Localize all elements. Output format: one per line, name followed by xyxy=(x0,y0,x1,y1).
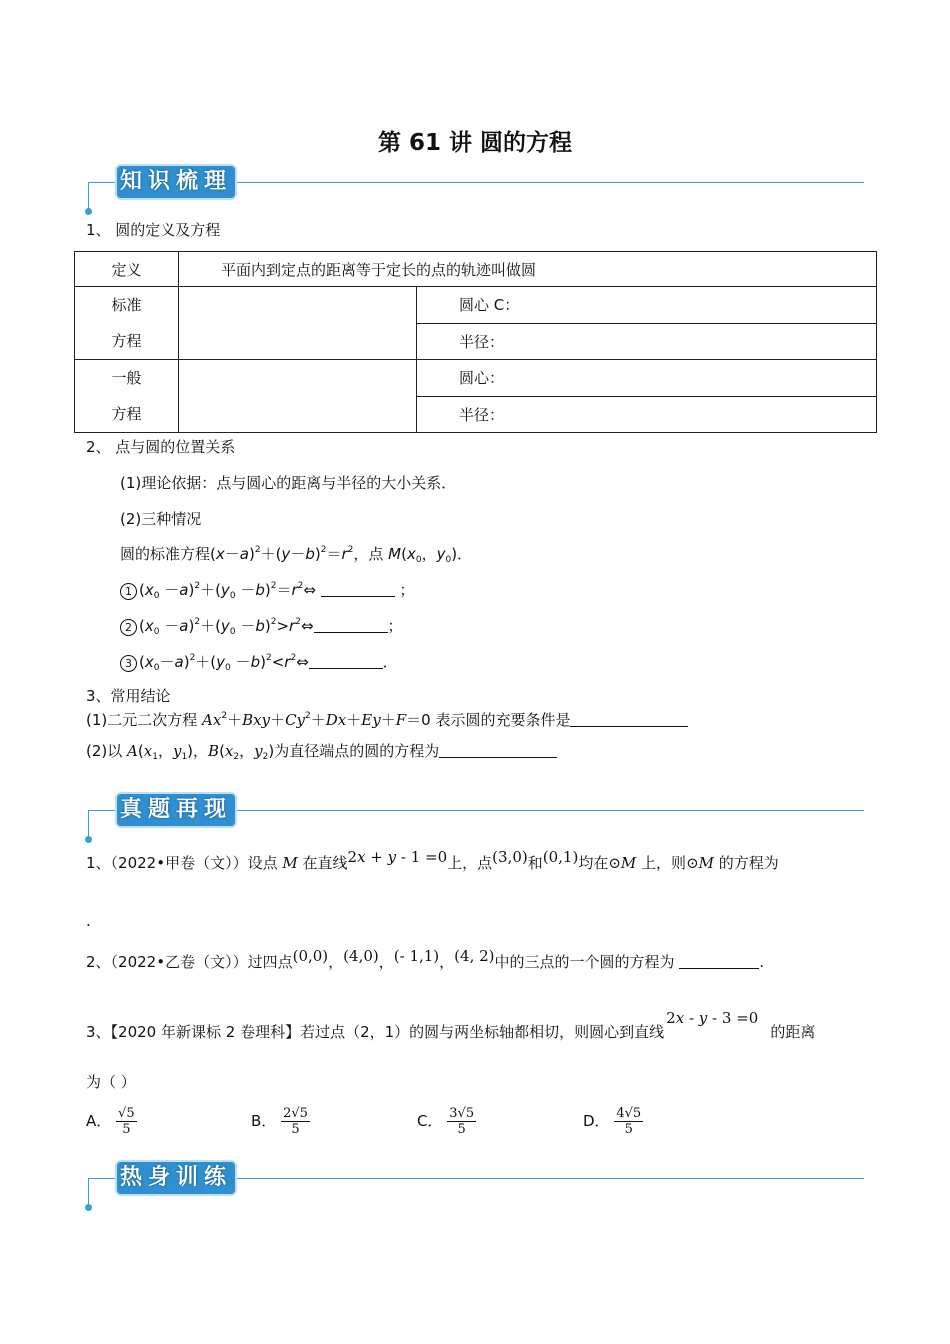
case-1: 1 $(x_0 -a)^2+(y_0$ $-b)^2=r^2\Leftrightarrow$ ； xyxy=(120,579,415,600)
problem-1: 1、（2022•甲卷（文））设点 M 在直线2x + y - 1 =0上，点(3,0)和(0,1)均在⊙M 上，则⊙M 的方程为 xyxy=(86,848,779,872)
item2-heading: 2、 点与圆的位置关系 xyxy=(86,438,236,456)
conclusion-1: (1)二元二次方程 $Ax^2+Bxy+Cy^2+Dx+Ey+F=0$ 表示圆的充要条件是 xyxy=(86,709,688,730)
page-title: 第 61 讲 圆的方程 xyxy=(377,130,573,156)
item1-heading: 1、 圆的定义及方程 xyxy=(86,221,221,239)
section-label: 热身训练 xyxy=(117,1162,235,1194)
item3-heading: 3、常用结论 xyxy=(86,687,171,705)
choice-c[interactable]: C． $\frac{3√5}{5}$ xyxy=(417,1106,475,1137)
gen-eq-blank xyxy=(179,360,417,433)
problem-2: 2、（2022•乙卷（文））过四点(0,0)，(4,0)，(- 1,1)，(4, 2)中的三点的一个圆的方程为 . xyxy=(86,947,765,971)
item2-cases: (2)三种情况 xyxy=(120,510,202,528)
fraction: $\frac{3√5}{5}$ xyxy=(449,1106,475,1137)
definition-table xyxy=(74,251,877,433)
std-eq-label: 标准 方程 xyxy=(75,287,179,360)
gen-center: 圆心： xyxy=(417,360,877,397)
section-banner-knowledge xyxy=(84,166,864,206)
case-2: 2 $(x_0 -a)^2+(y_0$ $-b)^2>r^2\Leftrightarrow$ ； xyxy=(120,615,403,636)
fraction: $\frac{√5}{5}$ xyxy=(118,1106,135,1137)
problem-1-end: . xyxy=(86,912,91,930)
choice-d[interactable]: D． $\frac{4√5}{5}$ xyxy=(583,1106,642,1137)
std-equation-line: 圆的标准方程$(x-a)^2+(y-b)^2=r^2$，点 $M(x_0$，$y_0$)． xyxy=(120,545,473,565)
fraction: $\frac{4√5}{5}$ xyxy=(616,1106,642,1137)
gen-eq-label: 一般 方程 xyxy=(75,360,179,433)
gen-radius: 半径： xyxy=(417,396,877,433)
section-banner-past-exams xyxy=(84,794,864,834)
section-banner-warmup xyxy=(84,1162,864,1202)
std-radius: 半径： xyxy=(417,323,877,360)
choice-b[interactable]: B． $\frac{2√5}{5}$ xyxy=(251,1106,308,1137)
std-eq-blank xyxy=(179,287,417,360)
fraction: $\frac{2√5}{5}$ xyxy=(283,1106,308,1137)
section-label: 真题再现 xyxy=(117,794,235,826)
problem-3: 3、【2020 年新课标 2 卷理科】若过点（2，1）的圆与两坐标轴都相切，则圆心到直线2x - y - 3 =0的距离 xyxy=(86,1009,816,1041)
case-3: 3 $(x_0-a)^2+(y_0$ $-b)^2<r^2\Leftrightarrow$ ． xyxy=(120,651,398,672)
section-label: 知识梳理 xyxy=(117,166,235,198)
item2-basis: (1)理论依据：点与圆心的距离与半径的大小关系． xyxy=(120,474,457,492)
problem-3-cont: 为（ ） xyxy=(86,1073,136,1091)
std-center: 圆心 C： xyxy=(417,287,877,324)
conclusion-2: (2)以 $A(x_1$，$y_1$)，$B(x_2$，$y_2$)为直径端点的圆的方程为 xyxy=(86,740,557,761)
def-label: 定义 xyxy=(75,252,179,287)
def-text: 平面内到定点的距离等于定长的点的轨迹叫做圆 xyxy=(179,252,877,287)
choice-a[interactable]: A． $\frac{√5}{5}$ xyxy=(86,1106,135,1137)
